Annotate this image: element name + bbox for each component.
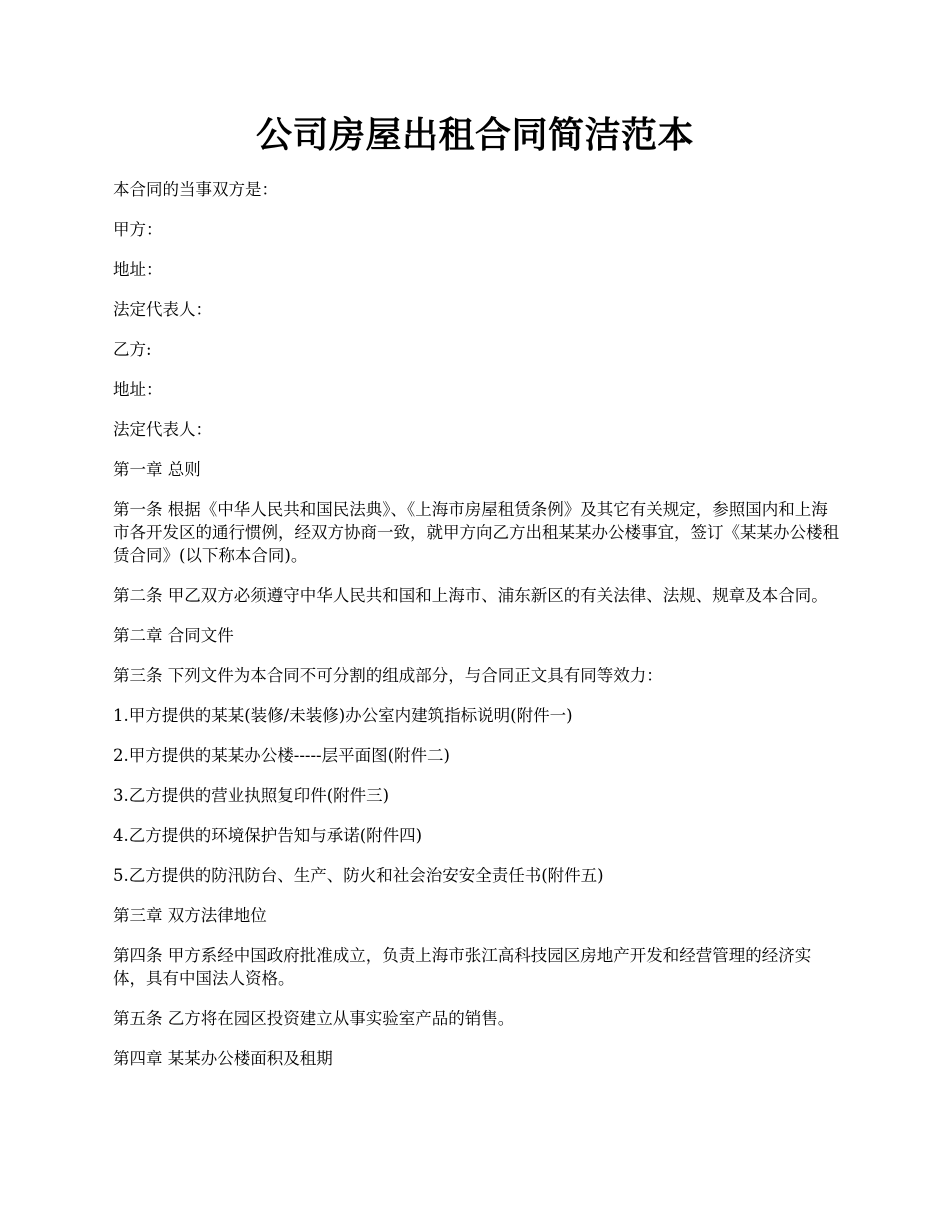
paragraph-party-a-representative: 法定代表人： <box>113 300 212 319</box>
chapter-2-heading: 第二章 合同文件 <box>113 626 234 645</box>
list-item-annex-5: 5.乙方提供的防汛防台、生产、防火和社会治安安全责任书(附件五) <box>113 866 604 885</box>
chapter-1-heading: 第一章 总则 <box>113 460 201 479</box>
paragraph-party-a-address: 地址： <box>113 260 163 279</box>
list-item-annex-4: 4.乙方提供的环境保护告知与承诺(附件四) <box>113 826 423 845</box>
paragraph-party-b: 乙方: <box>113 340 152 359</box>
paragraph-party-b-representative: 法定代表人： <box>113 420 212 439</box>
article-4: 第四条 甲方系经中国政府批准成立，负责上海市张江高科技园区房地产开发和经营管理的经济实体，具有中国法人资格。 <box>113 946 812 988</box>
chapter-4-heading: 第四章 某某办公楼面积及租期 <box>113 1049 333 1068</box>
document-body <box>113 178 841 1087</box>
chapter-3-heading: 第三章 双方法律地位 <box>113 906 267 925</box>
list-item-annex-1: 1.甲方提供的某某(装修/未装修)办公室内建筑指标说明(附件一) <box>113 706 573 725</box>
document-title: 公司房屋出租合同简洁范本 <box>255 115 694 156</box>
list-item-annex-3: 3.乙方提供的营业执照复印件(附件三) <box>113 786 390 805</box>
article-3: 第三条 下列文件为本合同不可分割的组成部分，与合同正文具有同等效力： <box>113 666 663 685</box>
paragraph-parties-intro: 本合同的当事双方是： <box>113 180 278 199</box>
list-item-annex-2: 2.甲方提供的某某办公楼-----层平面图(附件二) <box>113 746 450 765</box>
paragraph-party-b-address: 地址： <box>113 380 163 399</box>
article-1: 第一条 根据《中华人民共和国民法典》、《上海市房屋租赁条例》及其它有关规定，参照国内和上海市各开发区的通行惯例，经双方协商一致，就甲方向乙方出租某某办公楼事宜，签订《某某办公楼租赁合同》(以下称本合同)。 <box>113 500 839 565</box>
article-5: 第五条 乙方将在园区投资建立从事实验室产品的销售。 <box>113 1009 515 1028</box>
article-2: 第二条 甲乙双方必须遵守中华人民共和国和上海市、浦东新区的有关法律、法规、规章及本合同。 <box>113 586 828 605</box>
paragraph-party-a: 甲方： <box>113 220 163 239</box>
